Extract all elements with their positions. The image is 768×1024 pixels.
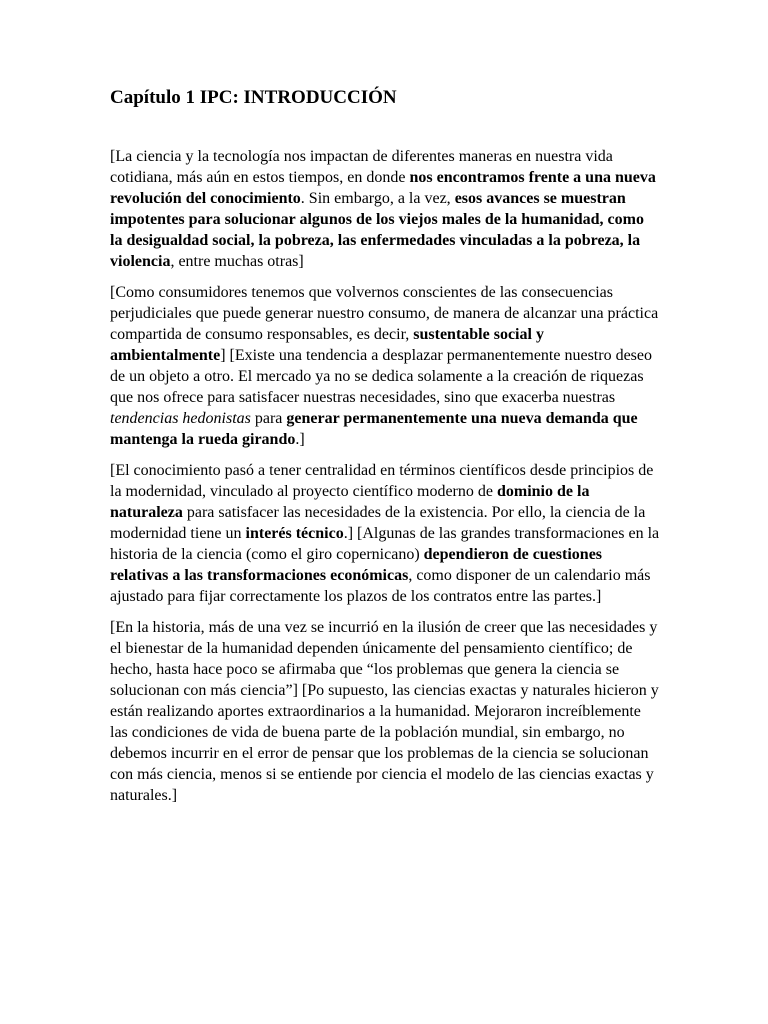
bold-text: sustentable social y ambientalmente	[110, 326, 544, 364]
document-body	[110, 146, 660, 806]
text-run: .] [Algunas de las grandes transformaciones en la historia de la ciencia (como el giro copernicano)	[110, 525, 660, 563]
text-run: ] [Existe una tendencia a desplazar permanentemente nuestro deseo de un objeto a otro. El mercado ya no se dedica solamente a la creación de riquezas que nos ofrece para satisfacer nuestras necesidades, sino que exacerba nuestras	[110, 347, 653, 406]
paragraph	[110, 460, 660, 607]
bold-text: esos avances se muestran impotentes para solucionar algunos de los viejos males de la humanidad, como la desigualdad social, la pobreza, las enfermedades vinculadas a la pobreza, la violencia	[110, 190, 644, 270]
bold-text: dependieron de cuestiones relativas a las transformaciones económicas	[110, 546, 603, 584]
text-run: [Como consumidores tenemos que volvernos conscientes de las consecuencias perjudiciales que puede generar nuestro consumo, de manera de alcanzar una práctica compartida de consumo responsables, es decir,	[110, 284, 659, 343]
bold-text: interés técnico	[245, 525, 344, 542]
text-run: . Sin embargo, a la vez,	[300, 190, 455, 207]
text-run: , como disponer de un calendario más ajustado para fijar correctamente los plazos de los contratos entre las partes.]	[110, 567, 651, 605]
chapter-title: Capítulo 1 IPC: INTRODUCCIÓN	[110, 87, 397, 108]
text-run: para	[250, 410, 287, 427]
text-run: [En la historia, más de una vez se incurrió en la ilusión de creer que las necesidades y el bienestar de la humanidad dependen únicamente del pensamiento científico; de hecho, hasta hace poco se afirmaba que “los problemas que genera la ciencia se solucionan con más ciencia”] [Po supuesto, las ciencias exactas y naturales hicieron y están realizando aportes extraordinarios a la humanidad. Mejoraron increíblemente las condiciones de vida de buena parte de la población mundial, sin embargo, no debemos incurrir en el error de pensar que los problemas de la ciencia se solucionan con más ciencia, menos si se entiende por ciencia el modelo de las ciencias exactas y naturales.]	[110, 619, 659, 804]
text-run: .]	[295, 431, 305, 448]
paragraph	[110, 146, 660, 272]
italic-text: tendencias hedonistas	[110, 410, 251, 427]
bold-text: nos encontramos frente a una nueva revolución del conocimiento	[110, 169, 656, 207]
text-run: , entre muchas otras]	[170, 253, 304, 270]
bold-text: dominio de la naturaleza	[110, 483, 590, 521]
paragraph	[110, 617, 660, 806]
text-run: para satisfacer las necesidades de la existencia. Por ello, la ciencia de la modernidad tiene un	[110, 504, 646, 542]
document-page	[110, 86, 660, 816]
text-run: [La ciencia y la tecnología nos impactan de diferentes maneras en nuestra vida cotidiana, más aún en estos tiempos, en donde	[110, 148, 613, 186]
bold-text: generar permanentemente una nueva demanda que mantenga la rueda girando	[110, 410, 638, 448]
paragraph	[110, 282, 660, 450]
text-run: [El conocimiento pasó a tener centralidad en términos científicos desde principios de la modernidad, vinculado al proyecto científico moderno de	[110, 462, 654, 500]
